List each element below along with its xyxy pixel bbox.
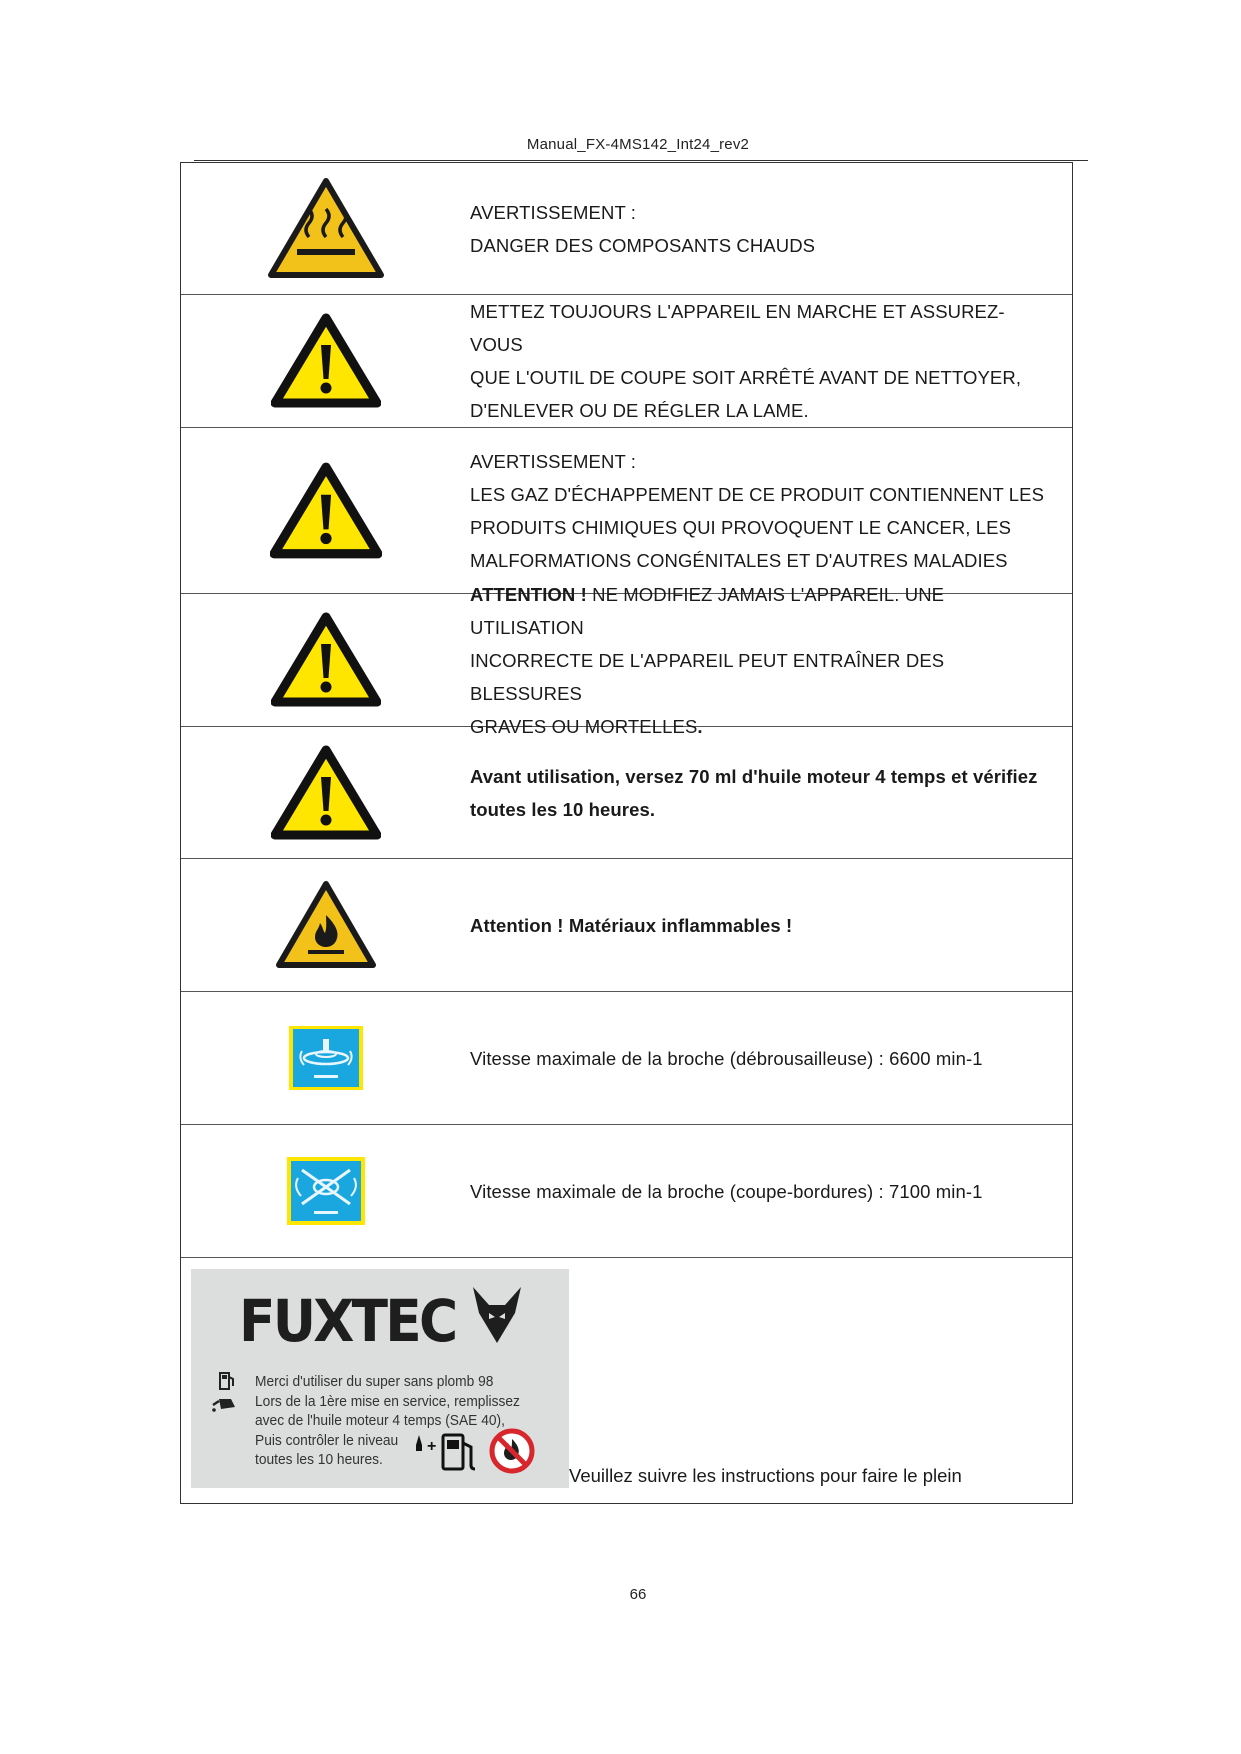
warning-line: Attention ! Matériaux inflammables ! [470,914,793,936]
oil-can-icon [211,1393,237,1413]
icon-cell [181,1125,470,1257]
icon-cell [181,859,470,991]
warning-line [470,578,1048,644]
text-cell [470,295,1072,427]
fuel-caption: Veuillez suivre les instructions pour faire le plein [569,1465,962,1486]
icon-cell [181,295,470,427]
text-cell [470,428,1072,593]
warning-line: LES GAZ D'ÉCHAPPEMENT DE CE PRODUIT CONTIENNENT LES [470,483,1045,505]
warning-line: AVERTISSEMENT : [470,201,636,223]
speed-line: Vitesse maximale de la broche (coupe-bordures) : 7100 min-1 [470,1180,983,1202]
oil-plus-fuel-icon [413,1429,485,1473]
warning-line: DANGER DES COMPOSANTS CHAUDS [470,234,816,256]
table-row [181,992,1072,1125]
text-cell [470,1125,1072,1257]
table-row [181,583,1072,737]
fuel-instruction-line: avec de l'huile moteur 4 temps (SAE 40), [255,1413,505,1429]
fuel-instruction-line: Lors de la 1ère mise en service, remplissez [255,1393,520,1410]
brand-logo-text: FUXTEC [239,1287,456,1355]
plus-sign: + [427,1438,437,1455]
warning-line: INCORRECTE DE L'APPAREIL PEUT ENTRAÎNER DES BLESSURES [470,649,945,704]
warning-text: . [697,715,703,737]
icon-cell [181,163,470,294]
warning-line: Avant utilisation, versez 70 ml d'huile moteur 4 temps et vérifiez [470,765,1038,787]
fuel-instruction-label [191,1269,569,1488]
icon-cell [181,428,470,593]
general-warning-icon [271,313,381,409]
warning-line: AVERTISSEMENT : [470,450,636,472]
icon-cell [181,594,470,726]
table-row [181,295,1072,428]
table-row [181,1125,1072,1258]
table-row [181,727,1072,859]
fuel-instruction-line: Puis contrôler le niveau [255,1432,399,1449]
text-cell [470,163,1072,294]
trimmer-speed-icon [286,1156,366,1226]
brushcutter-speed-icon [288,1025,364,1091]
warning-line: toutes les 10 heures. [470,798,656,820]
fuel-pump-icon [217,1371,237,1391]
warning-text: GRAVES OU MORTELLES [470,715,698,737]
icon-cell [181,992,470,1124]
text-cell [470,727,1072,858]
page-number: 66 [629,1586,647,1603]
general-warning-icon [270,462,382,560]
document-header-title: Manual_FX-4MS142_Int24_rev2 [526,136,750,153]
icon-cell [181,727,470,858]
warning-line: PRODUITS CHIMIQUES QUI PROVOQUENT LE CANCER, LES [470,516,1012,538]
fox-logo-icon [471,1283,523,1345]
safety-symbols-table [180,162,1073,1504]
no-open-flame-icon [488,1427,536,1475]
header-rule [194,160,1088,161]
speed-line: Vitesse maximale de la broche (débrousailleuse) : 6600 min-1 [470,1047,983,1069]
fuel-instruction-line: Merci d'utiliser du super sans plomb 98 [255,1374,494,1390]
table-row [181,428,1072,594]
warning-line: QUE L'OUTIL DE COUPE SOIT ARRÊTÉ AVANT DE NETTOYER, [470,367,1022,388]
general-warning-icon [271,745,381,841]
table-row [181,163,1072,295]
flammable-warning-icon [274,879,378,971]
warning-line: D'ENLEVER OU DE RÉGLER LA LAME. [470,400,809,421]
text-cell [470,992,1072,1124]
text-cell [470,583,1072,737]
general-warning-icon [271,612,381,708]
text-cell [470,859,1072,991]
warning-line: METTEZ TOUJOURS L'APPAREIL EN MARCHE ET ASSUREZ-VOUS [470,301,1005,355]
fuel-instruction-line: toutes les 10 heures. [255,1452,383,1468]
attention-label: ATTENTION ! [470,583,587,605]
hot-surface-warning-icon [267,177,385,281]
warning-line: MALFORMATIONS CONGÉNITALES ET D'AUTRES MALADIES [470,549,1008,571]
warning-text: NE MODIFIEZ JAMAIS L'APPAREIL. UNE UTILISATION [470,583,945,638]
table-row [181,859,1072,992]
